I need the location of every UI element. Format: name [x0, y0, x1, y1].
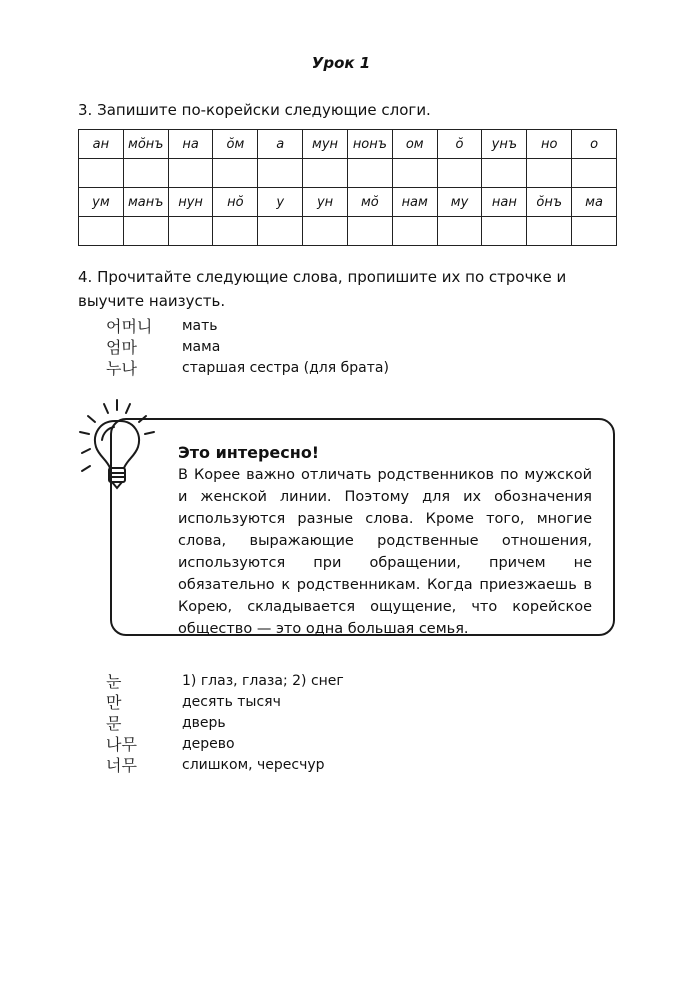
writing-cell[interactable]	[572, 217, 617, 246]
vocab-item	[106, 357, 389, 378]
writing-cell[interactable]	[213, 159, 258, 188]
writing-cell[interactable]	[258, 217, 303, 246]
writing-cell[interactable]	[79, 217, 124, 246]
writing-cell[interactable]	[303, 159, 348, 188]
writing-cell[interactable]	[347, 159, 392, 188]
writing-cell[interactable]	[482, 217, 527, 246]
syllable-cell: нун	[168, 188, 213, 217]
syllable-cell: ма	[572, 188, 617, 217]
korean-word: 문	[106, 714, 122, 733]
syllable-cell: му	[437, 188, 482, 217]
writing-cell[interactable]	[213, 217, 258, 246]
korean-word: 너무	[106, 756, 137, 775]
writing-cell[interactable]	[303, 217, 348, 246]
info-box-title: Это интересно!	[178, 443, 320, 462]
writing-cell[interactable]	[168, 159, 213, 188]
vocab-item	[106, 691, 344, 712]
syllable-cell: мŏнъ	[123, 130, 168, 159]
writing-row	[79, 159, 617, 188]
syllable-cell: ан	[79, 130, 124, 159]
russian-translation: старшая сестра (для брата)	[182, 359, 389, 376]
syllable-row	[79, 188, 617, 217]
writing-cell[interactable]	[482, 159, 527, 188]
vocab-item	[106, 336, 389, 357]
vocab-item	[106, 315, 389, 336]
writing-cell[interactable]	[527, 217, 572, 246]
syllable-table	[78, 129, 617, 246]
writing-cell[interactable]	[123, 217, 168, 246]
syllable-cell: ум	[79, 188, 124, 217]
korean-word: 누나	[106, 359, 137, 378]
russian-translation: десять тысяч	[182, 693, 281, 710]
writing-cell[interactable]	[527, 159, 572, 188]
task-4-instruction: 4. Прочитайте следующие слова, пропишите их по строчке и выучите наизусть.	[78, 268, 567, 310]
syllable-cell: ŏм	[213, 130, 258, 159]
writing-cell[interactable]	[437, 217, 482, 246]
writing-cell[interactable]	[392, 217, 437, 246]
vocab-item	[106, 712, 344, 733]
writing-cell[interactable]	[79, 159, 124, 188]
syllable-cell: а	[258, 130, 303, 159]
writing-cell[interactable]	[392, 159, 437, 188]
korean-word: 눈	[106, 672, 122, 691]
writing-cell[interactable]	[572, 159, 617, 188]
syllable-cell: ом	[392, 130, 437, 159]
korean-word: 어머니	[106, 317, 153, 336]
korean-word: 엄마	[106, 338, 137, 357]
syllable-cell: нам	[392, 188, 437, 217]
vocab-item	[106, 754, 344, 775]
russian-translation: слишком, чересчур	[182, 756, 325, 773]
writing-row	[79, 217, 617, 246]
vocab-item	[106, 733, 344, 754]
syllable-cell: мун	[303, 130, 348, 159]
writing-cell[interactable]	[437, 159, 482, 188]
syllable-cell: у	[258, 188, 303, 217]
writing-cell[interactable]	[347, 217, 392, 246]
task-3-instruction: 3. Запишите по-корейски следующие слоги.	[78, 101, 431, 119]
russian-translation: дерево	[182, 735, 235, 752]
russian-translation: мама	[182, 338, 221, 355]
syllable-cell: унъ	[482, 130, 527, 159]
word-list-family	[106, 315, 389, 378]
korean-word: 나무	[106, 735, 137, 754]
russian-translation: 1) глаз, глаза; 2) снег	[182, 672, 344, 689]
writing-cell[interactable]	[168, 217, 213, 246]
syllable-cell: о	[572, 130, 617, 159]
syllable-cell: на	[168, 130, 213, 159]
vocab-item	[106, 670, 344, 691]
syllable-cell: ŏ	[437, 130, 482, 159]
info-box-text: В Корее важно отличать родственников по мужской и женской линии. Поэтому для их обозначения используются разные слова. Кроме того, многие слова, выражающие родственные отношения, используются при обращении, причем не обязательно к родственникам. Когда приезжаешь в Корею, складывается ощущение, что корейское общество — это одна большая семья.	[178, 467, 592, 637]
russian-translation: дверь	[182, 714, 226, 731]
syllable-cell: манъ	[123, 188, 168, 217]
syllable-cell: ун	[303, 188, 348, 217]
lesson-header: Урок 1	[311, 54, 371, 72]
syllable-row	[79, 130, 617, 159]
syllable-cell: мŏ	[347, 188, 392, 217]
korean-word: 만	[106, 693, 122, 712]
syllable-cell: нŏ	[213, 188, 258, 217]
writing-cell[interactable]	[123, 159, 168, 188]
russian-translation: мать	[182, 317, 218, 334]
syllable-cell: нонъ	[347, 130, 392, 159]
word-list-nouns	[106, 670, 344, 775]
syllable-cell: нан	[482, 188, 527, 217]
writing-cell[interactable]	[258, 159, 303, 188]
syllable-cell: но	[527, 130, 572, 159]
syllable-cell: ŏнъ	[527, 188, 572, 217]
